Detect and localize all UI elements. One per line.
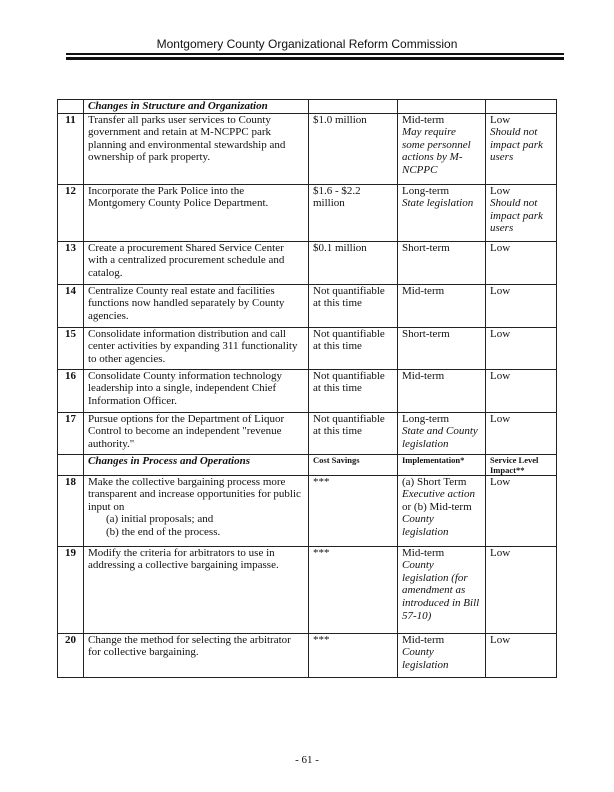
row-number: 20 [58,633,84,677]
section-title: Changes in Structure and Organization [84,100,309,114]
implementation: Short-term [398,327,486,369]
row-number: 11 [58,113,84,184]
recommendation: Incorporate the Park Police into the Montgomery County Police Department. [84,184,309,241]
implementation-term: Mid-term [402,113,445,126]
implementation: Short-term [398,241,486,284]
cost-savings: Not quantifiable at this time [309,284,398,327]
implementation-term: Mid-term [402,546,445,559]
implementation-note: May require some personnel actions by M-NCPPC [402,126,471,176]
service-level: Low [486,284,557,327]
implementation [398,184,486,241]
implementation-note: State and County legislation [402,425,478,450]
recommendation: Pursue options for the Department of Liquor Control to become an independent "revenue authority." [84,412,309,454]
column-header-service: Service Level Impact** [486,454,557,475]
implementation-term: Mid-term [402,633,445,646]
implementation [398,475,486,546]
page-header: Montgomery County Organizational Reform Commission [156,37,458,51]
row-number: 18 [58,475,84,546]
recommendations-table [57,99,557,678]
recommendation: Create a procurement Shared Service Center with a centralized procurement schedule and catalog. [84,241,309,284]
row-number: 15 [58,327,84,369]
service-level-note: Should not impact park users [490,197,543,235]
implementation-term-b: or (b) Mid-term [402,500,472,513]
header-rule-thick [66,57,564,60]
implementation [398,412,486,454]
section-title: Changes in Process and Operations [84,454,309,475]
cost-savings: Not quantifiable at this time [309,327,398,369]
cost-savings: Not quantifiable at this time [309,412,398,454]
header-rule [66,53,564,55]
row-number: 19 [58,546,84,633]
service-level: Low [486,241,557,284]
cost-savings: *** [309,546,398,633]
service-level: Low [486,327,557,369]
cost-savings: $1.6 - $2.2 million [309,184,398,241]
implementation-note: State legislation [402,197,474,210]
implementation-term: (a) Short Term [402,475,467,488]
implementation-term: Long-term [402,412,450,425]
table-row [58,184,557,241]
row-number: 12 [58,184,84,241]
implementation-note-b: County legislation [402,513,449,538]
cost-savings: *** [309,475,398,546]
implementation-term: Long-term [402,184,450,197]
section-header-row [58,100,557,114]
service-level [486,113,557,184]
implementation: Mid-term [398,284,486,327]
service-level-value: Low [490,184,511,197]
table-row [58,241,557,284]
column-header-implementation: Implementation* [398,454,486,475]
recommendation: Consolidate County information technology leadership into a single, independent Chief Information Officer. [84,369,309,412]
table-row [58,546,557,633]
service-level: Low [486,475,557,546]
implementation [398,633,486,677]
service-level [486,184,557,241]
implementation: Mid-term [398,369,486,412]
recommendation-text: Make the collective bargaining process more transparent and increase opportunities for public input on [88,475,301,513]
recommendation: Centralize County real estate and facilities functions now handled separately by County agencies. [84,284,309,327]
cost-savings: Not quantifiable at this time [309,369,398,412]
row-number: 13 [58,241,84,284]
sub-item-b: (b) the end of the process. [106,525,221,538]
recommendation: Change the method for selecting the arbitrator for collective bargaining. [84,633,309,677]
recommendation: Consolidate information distribution and call center activities by expanding 311 functionality to other agencies. [84,327,309,369]
recommendation [84,475,309,546]
table-row [58,475,557,546]
table-row [58,369,557,412]
recommendation: Transfer all parks user services to County government and retain at M-NCPPC park planning and environmental stewardship and ownership of park property. [84,113,309,184]
implementation [398,546,486,633]
implementation-note: Executive action [402,488,475,501]
service-level: Low [486,546,557,633]
implementation-note: County legislation (for amendment as introduced in Bill 57-10) [402,559,480,622]
row-number: 17 [58,412,84,454]
service-level-value: Low [490,113,511,126]
section-header-row [58,454,557,475]
table-row [58,284,557,327]
table-row [58,113,557,184]
recommendation: Modify the criteria for arbitrators to use in addressing a collective bargaining impasse. [84,546,309,633]
table-row [58,327,557,369]
table-row [58,412,557,454]
cost-savings: *** [309,633,398,677]
table-row [58,633,557,677]
service-level-note: Should not impact park users [490,126,543,164]
service-level: Low [486,369,557,412]
cost-savings: $1.0 million [309,113,398,184]
row-number: 14 [58,284,84,327]
page-number: - 61 - [295,754,319,766]
implementation [398,113,486,184]
implementation-note: County legislation [402,646,449,671]
service-level: Low [486,412,557,454]
cost-savings: $0.1 million [309,241,398,284]
sub-item-a: (a) initial proposals; and [106,513,214,526]
row-number: 16 [58,369,84,412]
column-header-cost: Cost Savings [309,454,398,475]
service-level: Low [486,633,557,677]
